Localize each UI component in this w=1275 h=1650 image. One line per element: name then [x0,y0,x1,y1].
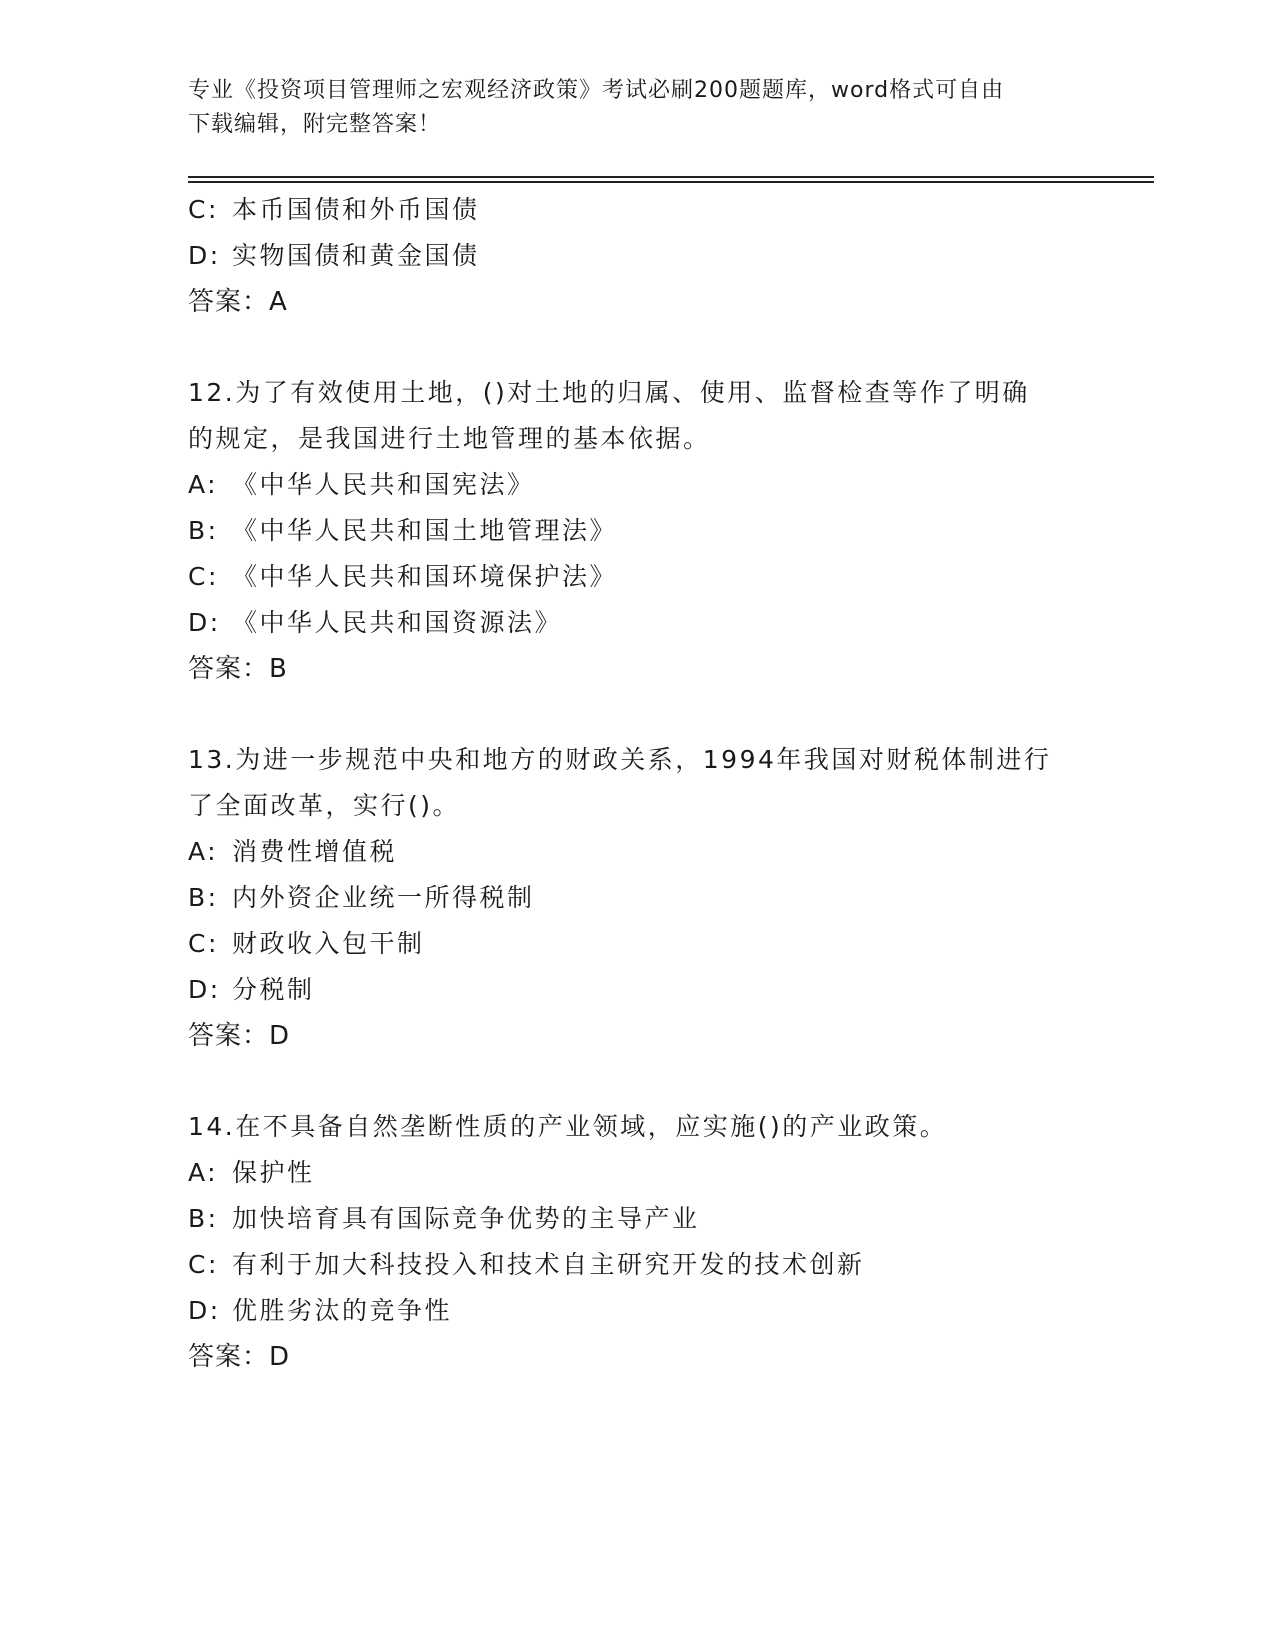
header-divider-top [188,176,1154,178]
option-a [188,1150,1088,1196]
answer-line: 答案：A [188,287,288,317]
option-c [188,554,1088,600]
option-b [188,508,1088,554]
option-key: C: [188,562,219,591]
option-text: 《中华人民共和国土地管理法》 [232,516,618,545]
option-text: 《中华人民共和国资源法》 [232,608,563,637]
option-d [188,233,1088,279]
option-b [188,875,1088,921]
option-text: 保护性 [232,1158,315,1187]
option-c [188,1242,1088,1288]
option-d [188,1288,1088,1334]
option-text: 财政收入包干制 [232,929,425,958]
option-c [188,187,1088,233]
question-13 [188,737,1088,1059]
option-key: A: [188,1158,219,1187]
question-stem-line: 14.在不具备自然垄断性质的产业领域，应实施()的产业政策。 [188,1112,948,1141]
option-key: C: [188,195,219,224]
header-line-1: 专业《投资项目管理师之宏观经济政策》考试必刷200题题库，word格式可自由 [188,78,1005,103]
option-text: 本币国债和外币国债 [232,195,480,224]
header-line-2: 下载编辑，附完整答案！ [188,112,442,137]
option-text: 有利于加大科技投入和技术自主研究开发的技术创新 [232,1250,865,1279]
option-text: 加快培育具有国际竞争优势的主导产业 [232,1204,700,1233]
option-a [188,462,1088,508]
option-d [188,600,1088,646]
option-key: D: [188,608,221,637]
option-text: 优胜劣汰的竞争性 [232,1296,453,1325]
option-key: D: [188,1296,221,1325]
option-text: 分税制 [232,975,315,1004]
question-content [188,187,1088,1380]
question-stem-line: 13.为进一步规范中央和地方的财政关系，1994年我国对财税体制进行 [188,745,1052,774]
option-key: B: [188,883,219,912]
option-text: 《中华人民共和国宪法》 [232,470,535,499]
option-d [188,967,1088,1013]
question-stem-line: 了全面改革，实行()。 [188,791,461,820]
answer-line: 答案：B [188,654,288,684]
option-text: 内外资企业统一所得税制 [232,883,535,912]
option-key: B: [188,516,219,545]
question-12 [188,370,1088,692]
document-header [188,74,1088,142]
option-text: 实物国债和黄金国债 [232,241,480,270]
header-divider-bottom [188,181,1154,183]
option-key: C: [188,929,219,958]
question-14 [188,1104,1088,1380]
option-key: A: [188,837,219,866]
option-text: 《中华人民共和国环境保护法》 [232,562,618,591]
answer-line: 答案：D [188,1021,291,1051]
option-key: B: [188,1204,219,1233]
option-b [188,1196,1088,1242]
question-11-continuation [188,187,1088,325]
option-key: D: [188,241,221,270]
option-key: C: [188,1250,219,1279]
question-stem-line: 的规定，是我国进行土地管理的基本依据。 [188,424,711,453]
option-a [188,829,1088,875]
option-key: D: [188,975,221,1004]
question-stem-line: 12.为了有效使用土地，()对土地的归属、使用、监督检查等作了明确 [188,378,1030,407]
option-key: A: [188,470,219,499]
answer-line: 答案：D [188,1342,291,1372]
option-text: 消费性增值税 [232,837,398,866]
option-c [188,921,1088,967]
